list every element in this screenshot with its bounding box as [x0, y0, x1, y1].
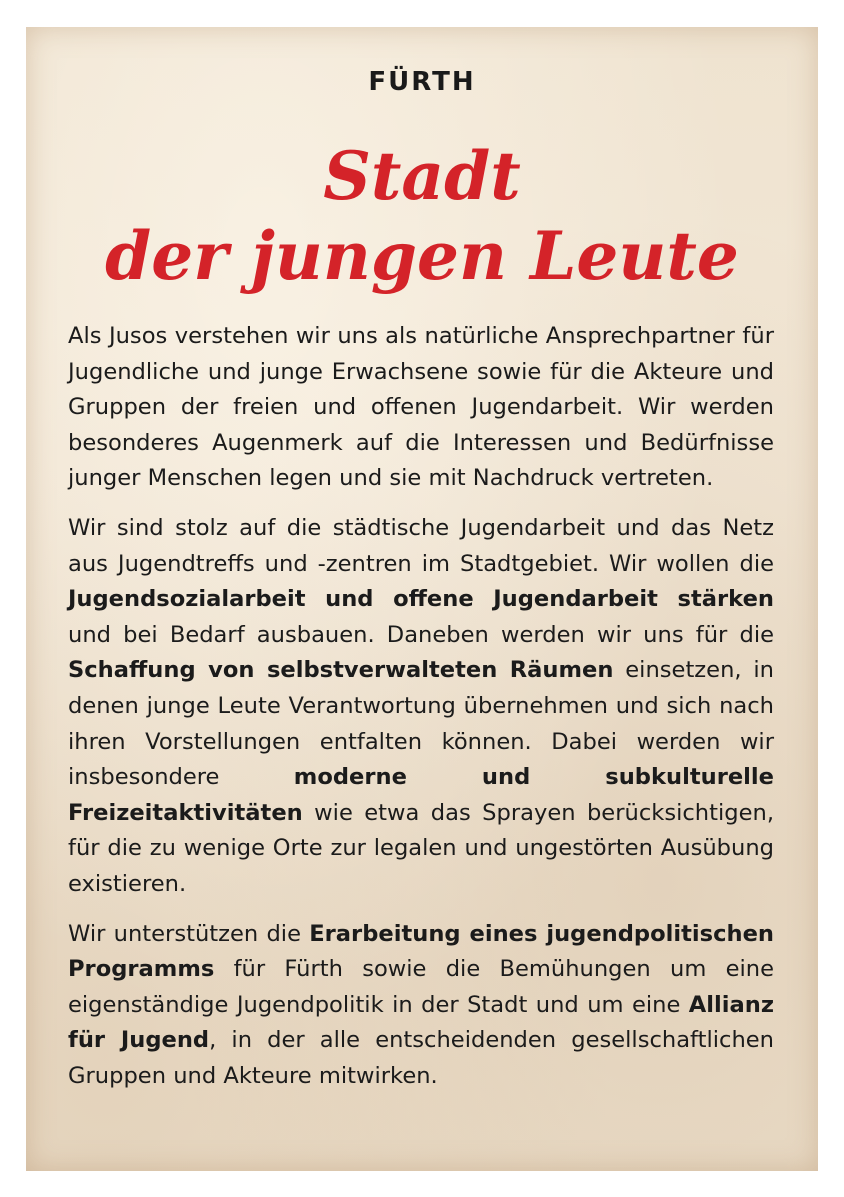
- paragraph-text: , in der alle entscheidenden gesellschaftlichen Gruppen und Akteure mitwirken.: [68, 1027, 774, 1089]
- paragraph-3: [68, 917, 774, 1095]
- paragraph-text: wie etwa das Sprayen berücksichtigen, für die zu wenige Orte zur legalen und ungestörten Ausübung existieren.: [68, 799, 774, 897]
- body-text: [68, 319, 774, 1108]
- paragraph-1: [68, 319, 774, 497]
- paragraph-text: Wir sind stolz auf die städtische Jugendarbeit und das Netz aus Jugendtreffs und -zentren im Stadtgebiet. Wir wollen die: [68, 514, 774, 577]
- paragraph-text: Als Jusos verstehen wir uns als natürliche Ansprechpartner für Jugendliche und junge Erwachsene sowie für die Akteure und Gruppen der freien und offenen Jugendarbeit. Wir werden besonderes Augenmerk auf die Interessen und Bedürfnisse junger Menschen legen und sie mit Nachdruck vertreten.: [68, 323, 774, 492]
- paragraph-text: für Fürth sowie die Bemühungen um eine eigenständige Jugendpolitik in der Stadt und um eine: [68, 956, 774, 1018]
- headline-line-1: Stadt: [323, 137, 521, 215]
- paragraph-text: Wir unterstützen die: [68, 920, 310, 947]
- emphasis-text: Schaffung von selbstverwalteten Räumen: [68, 657, 614, 684]
- paragraph-text: einsetzen, in denen junge Leute Verantwortung übernehmen und sich nach ihren Vorstellungen entfalten können. Dabei werden wir insbesondere: [68, 657, 774, 791]
- headline-line-2: der jungen Leute: [105, 217, 739, 295]
- paragraph-text: und bei Bedarf ausbauen. Daneben werden wir uns für die: [68, 621, 774, 648]
- emphasis-text: moderne und subkulturelle Freizeitaktivitäten: [68, 764, 774, 826]
- city-overline: FÜRTH: [368, 67, 476, 97]
- emphasis-text: Allianz für Jugend: [68, 991, 774, 1054]
- emphasis-text: Jugendsozialarbeit und offene Jugendarbeit stärken: [68, 586, 774, 613]
- paragraph-2: [68, 511, 774, 903]
- flyer-page: [26, 27, 818, 1171]
- emphasis-text: Erarbeitung eines jugendpolitischen Programms: [68, 920, 775, 983]
